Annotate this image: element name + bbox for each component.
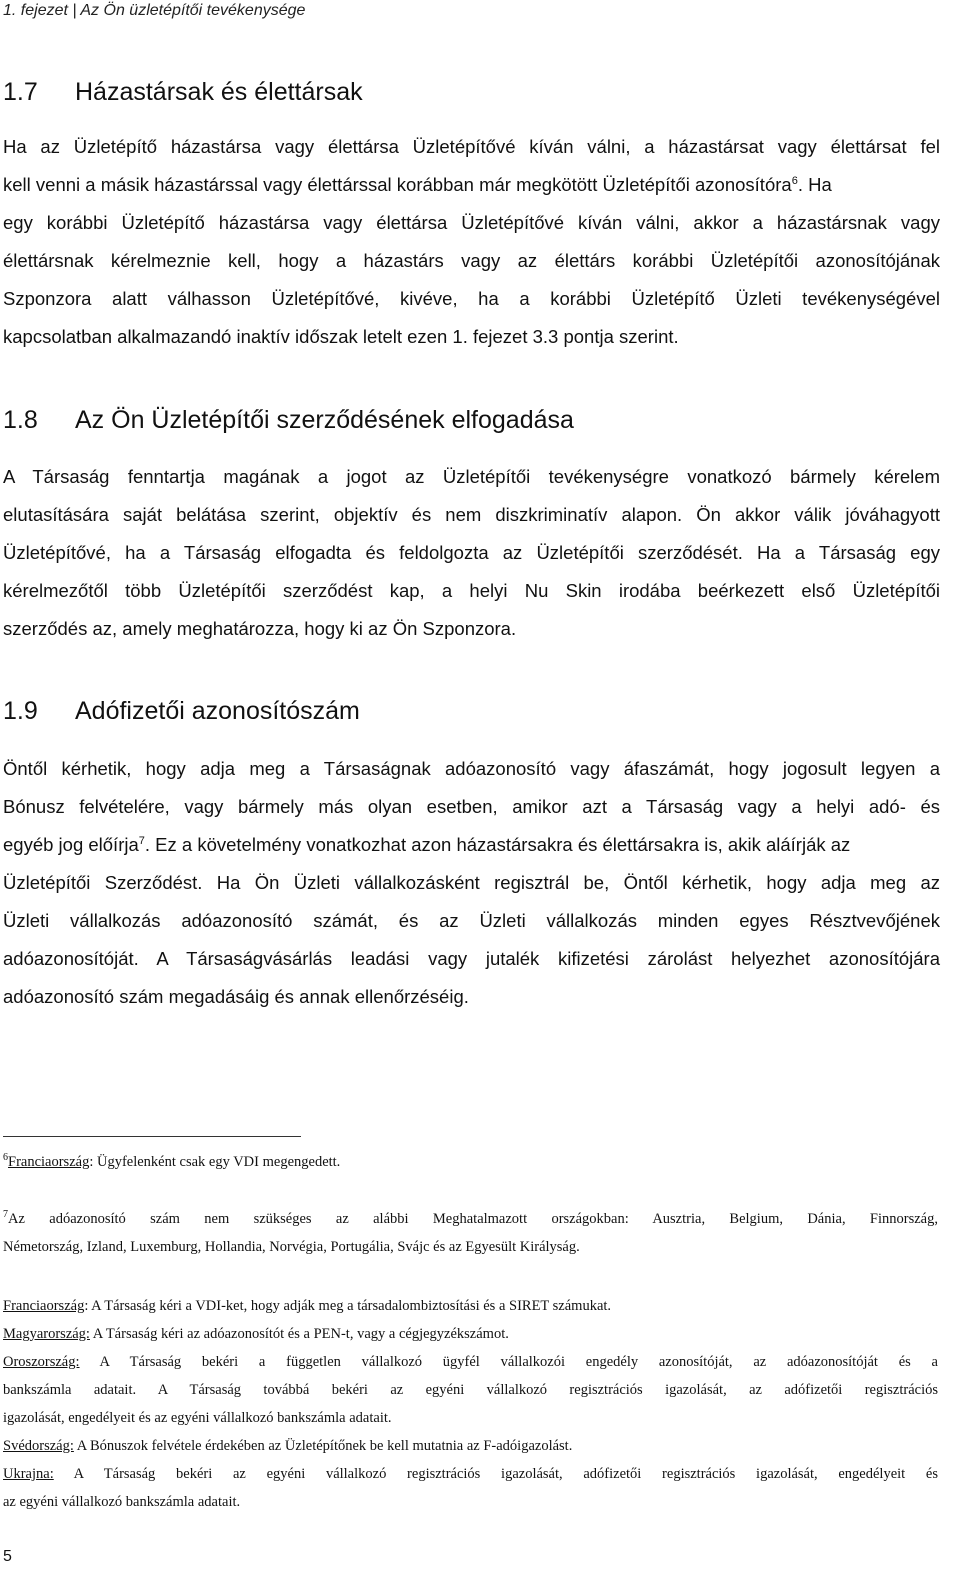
section-heading-1-7 [3,78,363,107]
text-line: kapcsolatban alkalmazandó inaktív időszak letelt ezen 1. fejezet 3.3 pontja szerint. [3,326,679,347]
footnote-mark: 6 [3,1152,8,1164]
footnote-7 [3,1205,938,1261]
section-body-1-9 [3,750,940,1016]
footnote-mark: 7 [3,1209,8,1221]
country-name: Oroszország: [3,1354,80,1370]
text-line: egy korábbi Üzletépítő házastársa vagy élettársa Üzletépítővé kíván válni, akkor a házastársnak vagy [3,212,940,233]
country-note: Ukrajna: A Társaság bekéri az egyéni vállalkozó regisztrációs igazolását, adófizetői regisztrációs igazolását, engedélyeit és [3,1466,938,1482]
footnote-country: Franciaország [8,1154,90,1170]
footnote-6 [3,1148,938,1176]
country-name: Magyarország: [3,1326,90,1342]
running-header: 1. fejezet | Az Ön üzletépítői tevékenysége [3,2,306,19]
footnote-ref[interactable]: 7 [138,834,145,847]
country-name: Franciaország [3,1298,85,1314]
text-line: Üzletépítővé, ha a Társaság elfogadta és feldolgozta az Üzletépítői szerződését. Ha a Társaság egy [3,542,940,563]
section-title: Házastársak és élettársak [75,78,363,106]
country-note: Svédország: A Bónuszok felvétele érdekében az Üzletépítőnek be kell mutatnia az F-adóigazolást. [3,1438,573,1454]
footnote-ref[interactable]: 6 [791,174,798,187]
text-line: adóazonosító szám megadásáig és annak ellenőrzéséig. [3,986,469,1007]
footnote-text: Németország, Izland, Luxemburg, Hollandia, Norvégia, Portugália, Svájc és az Egyesült Királyság. [3,1239,580,1255]
text-line: adóazonosítóját. A Társaságvásárlás leadási vagy jutalék kifizetési zárolást helyezhet azonosítójára [3,948,940,969]
section-heading-1-8 [3,406,574,435]
text-line: Bónusz felvételére, vagy bármely más olyan esetben, amikor azt a Társaság vagy a helyi adó- és [3,796,940,817]
country-note-continued: bankszámla adatait. A Társaság továbbá bekéri az egyéni vállalkozó regisztrációs igazolását, az adófizetői regisztrációs [3,1382,938,1398]
text-line: elutasítására saját belátása szerint, objektív és nem diszkriminatív alapon. Ön akkor válik jóváhagyott [3,504,940,525]
section-number: 1.9 [3,697,38,725]
country-note-continued: az egyéni vállalkozó bankszámla adatait. [3,1494,241,1510]
section-number: 1.7 [3,78,38,106]
footnote-text: : Ügyfelenként csak egy VDI megengedett. [89,1154,341,1170]
country-note: Magyarország: A Társaság kéri az adóazonosítót és a PEN-t, vagy a cégjegyzékszámot. [3,1326,509,1342]
section-heading-1-9 [3,697,360,726]
text-line: élettársnak kérelmeznie kell, hogy a házastárs vagy az élettárs korábbi Üzletépítői azonosítójának [3,250,940,271]
section-title: Az Ön Üzletépítői szerződésének elfogadása [75,406,574,434]
text-line: A Társaság fenntartja magának a jogot az Üzletépítői tevékenységre vonatkozó bármely kérelem [3,466,940,487]
country-name: Ukrajna: [3,1466,54,1482]
country-note: Franciaország: A Társaság kéri a VDI-ket, hogy adják meg a társadalombiztosítási és a SIRET számukat. [3,1298,612,1314]
section-title: Adófizetői azonosítószám [75,697,360,725]
text-line: kell venni a másik házastárssal vagy élettárssal korábban már megkötött Üzletépítői azonosítóra$^6$. Ha [3,174,832,195]
text-line: Üzletépítői Szerződést. Ha Ön Üzleti vállalkozásként regisztrál be, Öntől kérhetik, hogy adja meg az [3,872,940,893]
country-name: Svédország: [3,1438,74,1454]
text-line: Ha az Üzletépítő házastársa vagy élettársa Üzletépítővé kíván válni, a házastársat vagy élettársat fel [3,136,940,157]
footnote-separator [3,1136,301,1137]
text-line: kérelmezőtől több Üzletépítői szerződést kap, a helyi Nu Skin irodába beérkezett első Üzletépítői [3,580,940,601]
section-body-1-7 [3,128,940,356]
text-line: egyéb jog előírja$^7$. Ez a követelmény vonatkozhat azon házastársakra és élettársakra is, akik aláírják az [3,834,851,855]
text-line: Szponzora alatt válhasson Üzletépítővé, kivéve, ha a korábbi Üzletépítő Üzleti tevékenységével [3,288,940,309]
footnote-country-list [3,1292,938,1516]
section-body-1-8 [3,458,940,648]
country-note: Oroszország: A Társaság bekéri a független vállalkozó ügyfél vállalkozói engedély azonosítóját, az adóazonosítóját és a [3,1354,938,1370]
footnote-text: Az adóazonosító szám nem szükséges az alábbi Meghatalmazott országokban: Ausztria, Belgium, Dánia, Finnország, [8,1211,938,1227]
country-note-continued: igazolását, engedélyeit és az egyéni vállalkozó bankszámla adatait. [3,1410,392,1426]
text-line: szerződés az, amely meghatározza, hogy ki az Ön Szponzora. [3,618,517,639]
text-line: Üzleti vállalkozás adóazonosító számát, és az Üzleti vállalkozás minden egyes Résztvevőjének [3,910,940,931]
text-line: Öntől kérhetik, hogy adja meg a Társaságnak adóazonosító vagy áfaszámát, hogy jogosult legyen a [3,758,940,779]
section-number: 1.8 [3,406,38,434]
page-number: 5 [3,1548,12,1565]
